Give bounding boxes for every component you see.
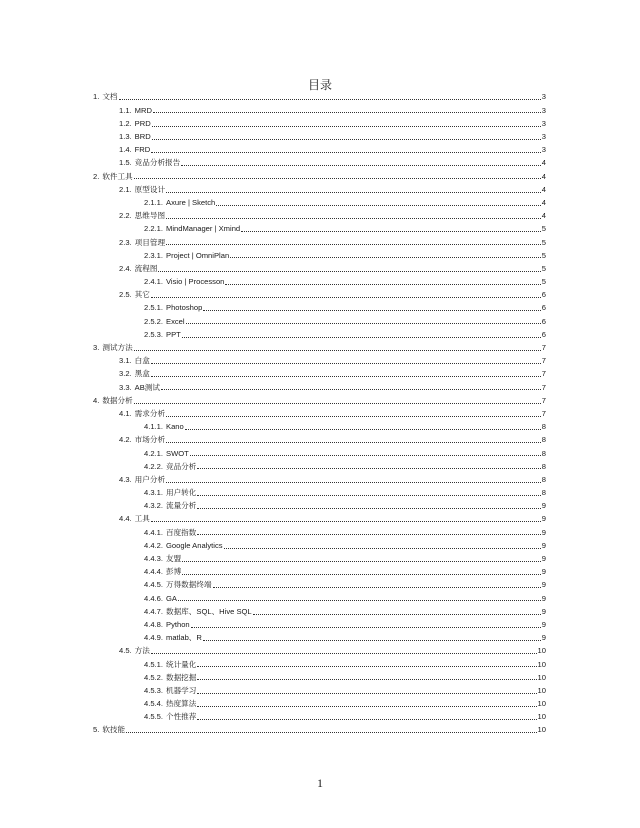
toc-entry-page: 3	[541, 105, 546, 115]
toc-entry-label: 项目管理	[134, 237, 166, 247]
toc-entry-label: 软件工具	[102, 171, 133, 181]
toc-entry-page: 9	[541, 567, 546, 577]
toc-dot-leader	[152, 139, 541, 140]
toc-entry[interactable]	[93, 631, 546, 644]
toc-entry-page: 7	[541, 369, 546, 379]
toc-entry-label: 彭博	[166, 567, 182, 577]
toc-entry-number: 2.	[93, 171, 100, 181]
toc-entry-number: 4.4.6.	[144, 593, 163, 603]
toc-entry[interactable]	[93, 91, 546, 104]
toc-entry-page: 8	[541, 448, 546, 458]
toc-entry-label: 工具	[134, 514, 150, 524]
toc-entry-page: 5	[541, 263, 546, 273]
toc-entry-label: Photoshop	[166, 303, 203, 313]
toc-entry-page: 9	[541, 593, 546, 603]
toc-entry-page: 8	[541, 422, 546, 432]
toc-dot-leader	[152, 126, 541, 127]
toc-entry-page: 10	[537, 646, 546, 656]
page-number: 1	[317, 776, 323, 790]
toc-entry-page: 6	[541, 329, 546, 339]
toc-entry[interactable]	[93, 420, 546, 433]
toc-entry[interactable]	[93, 724, 546, 737]
toc-entry-page: 6	[541, 303, 546, 313]
toc-entry-label: GA	[166, 593, 177, 603]
toc-entry-label: Google Analytics	[166, 540, 223, 550]
toc-entry-number: 2.5.3.	[144, 329, 163, 339]
toc-entry-number: 2.2.1.	[144, 224, 163, 234]
toc-entry[interactable]	[93, 354, 546, 367]
toc-entry-label: Visio | Processon	[166, 277, 225, 287]
toc-entry-page: 10	[537, 685, 546, 695]
toc-dot-leader	[126, 732, 536, 733]
toc-dot-leader	[186, 323, 541, 324]
toc-entry-page: 4	[541, 184, 546, 194]
toc-entry-label: AB测试	[134, 382, 160, 392]
toc-entry-label: 思维导图	[134, 211, 166, 221]
toc-dot-leader	[134, 178, 541, 179]
toc-dot-leader	[178, 600, 541, 601]
toc-entry-number: 2.1.	[119, 184, 132, 194]
toc-entry[interactable]	[93, 407, 546, 420]
toc-entry-page: 8	[541, 474, 546, 484]
toc-entry-number: 4.1.1.	[144, 422, 163, 432]
toc-entry-number: 2.5.	[119, 290, 132, 300]
toc-title: 目录	[307, 78, 332, 92]
toc-dot-leader	[182, 561, 541, 562]
toc-entry[interactable]	[93, 156, 546, 169]
toc-entry-label: 流程图	[134, 263, 158, 273]
toc-dot-leader	[197, 508, 540, 509]
toc-entry-label: 测试方法	[102, 343, 133, 353]
toc-entry[interactable]	[93, 275, 546, 288]
toc-dot-leader	[166, 218, 541, 219]
toc-entry-label: 需求分析	[134, 408, 166, 418]
toc-entry-number: 2.3.	[119, 237, 132, 247]
toc-entry-page: 5	[541, 277, 546, 287]
toc-entry-label: 文档	[102, 92, 118, 102]
toc-entry-number: 4.5.5.	[144, 712, 163, 722]
toc-entry-label: 数据库、SQL、Hive SQL	[166, 606, 252, 616]
toc-dot-leader	[166, 482, 541, 483]
toc-dot-leader	[241, 231, 541, 232]
toc-entry-label: 白盒	[134, 356, 150, 366]
toc-dot-leader	[197, 468, 540, 469]
toc-entry[interactable]	[93, 117, 546, 130]
toc-entry-number: 2.4.	[119, 263, 132, 273]
toc-entry-number: 4.4.3.	[144, 554, 163, 564]
toc-entry[interactable]	[93, 381, 546, 394]
toc-entry[interactable]	[93, 486, 546, 499]
toc-entry-number: 3.	[93, 343, 100, 353]
toc-entry-number: 2.2.	[119, 211, 132, 221]
toc-dot-leader	[134, 403, 541, 404]
toc-dot-leader	[225, 284, 540, 285]
toc-entry[interactable]	[93, 473, 546, 486]
toc-entry-number: 4.	[93, 395, 100, 405]
toc-entry-label: 万得数据终端	[166, 580, 212, 590]
toc-entry-label: PRD	[134, 118, 151, 128]
toc-entry[interactable]	[93, 565, 546, 578]
toc-entry-page: 4	[541, 211, 546, 221]
toc-entry-number: 1.2.	[119, 118, 132, 128]
toc-entry-number: 2.1.1.	[144, 197, 163, 207]
toc-entry-number: 4.3.1.	[144, 488, 163, 498]
toc-entry-page: 4	[541, 158, 546, 168]
toc-entry[interactable]	[93, 697, 546, 710]
toc-entry-page: 7	[541, 356, 546, 366]
toc-entry-label: 方法	[134, 646, 150, 656]
toc-entry[interactable]	[93, 605, 546, 618]
toc-dot-leader	[153, 112, 541, 113]
toc-dot-leader	[197, 719, 536, 720]
toc-entry-page: 9	[541, 619, 546, 629]
toc-dot-leader	[190, 455, 541, 456]
toc-entry-label: 用户分析	[134, 474, 166, 484]
toc-entry-page: 4	[541, 197, 546, 207]
toc-dot-leader	[197, 666, 536, 667]
toc-dot-leader	[230, 257, 541, 258]
toc-dot-leader	[216, 205, 541, 206]
toc-entry-label: 软技能	[102, 725, 126, 735]
toc-entry-number: 4.4.7.	[144, 606, 163, 616]
toc-entry-page: 7	[541, 408, 546, 418]
toc-entry-page: 9	[541, 633, 546, 643]
toc-entry[interactable]	[93, 222, 546, 235]
toc-entry-page: 3	[541, 145, 546, 155]
toc-entry-number: 4.2.1.	[144, 448, 163, 458]
toc-entry-label: 市场分析	[134, 435, 166, 445]
toc-entry-number: 4.5.3.	[144, 685, 163, 695]
toc-entry-number: 5.	[93, 725, 100, 735]
toc-entry[interactable]	[93, 262, 546, 275]
toc-entry-page: 5	[541, 237, 546, 247]
toc-entry-number: 4.4.8.	[144, 619, 163, 629]
toc-dot-leader	[253, 614, 541, 615]
toc-entry-label: Python	[166, 619, 190, 629]
toc-dot-leader	[151, 363, 541, 364]
toc-entry[interactable]	[93, 183, 546, 196]
toc-entry-label: 机器学习	[166, 685, 197, 695]
toc-entry[interactable]	[93, 539, 546, 552]
toc-entry[interactable]	[93, 618, 546, 631]
toc-entry-label: 统计量化	[166, 659, 197, 669]
toc-entry-page: 3	[541, 92, 546, 102]
toc-entry-label: PPT	[166, 329, 181, 339]
toc-entry-number: 4.3.	[119, 474, 132, 484]
toc-entry-page: 9	[541, 606, 546, 616]
toc-entry-number: 4.5.1.	[144, 659, 163, 669]
toc-dot-leader	[191, 627, 541, 628]
toc-entry-label: FRD	[134, 145, 151, 155]
toc-entry[interactable]	[93, 315, 546, 328]
toc-entry-label: Project | OmniPlan	[166, 250, 230, 260]
toc-entry-number: 1.3.	[119, 132, 132, 142]
toc-dot-leader	[213, 587, 541, 588]
toc-entry[interactable]	[93, 552, 546, 565]
toc-dot-leader	[134, 350, 541, 351]
toc-entry-page: 3	[541, 132, 546, 142]
toc-dot-leader	[158, 271, 540, 272]
toc-entry[interactable]	[93, 499, 546, 512]
toc-entry-page: 9	[541, 501, 546, 511]
toc-entry[interactable]	[93, 302, 546, 315]
toc-entry-page: 9	[541, 554, 546, 564]
toc-entry-label: 竞品分析	[166, 461, 197, 471]
toc-entry[interactable]	[93, 671, 546, 684]
toc-dot-leader	[197, 693, 536, 694]
toc-dot-leader	[166, 416, 541, 417]
toc-entry-page: 6	[541, 316, 546, 326]
toc-entry[interactable]	[93, 104, 546, 117]
toc-entry-page: 7	[541, 395, 546, 405]
toc-entry[interactable]	[93, 196, 546, 209]
toc-entry[interactable]	[93, 170, 546, 183]
toc-entry-label: 其它	[134, 290, 150, 300]
toc-entry-page: 10	[537, 725, 546, 735]
toc-entry[interactable]	[93, 236, 546, 249]
toc-entry-label: 数据挖掘	[166, 672, 197, 682]
toc-entry-label: matlab、R	[166, 633, 202, 643]
toc-entry-page: 10	[537, 659, 546, 669]
toc-dot-leader	[197, 706, 536, 707]
toc-entry[interactable]	[93, 143, 546, 156]
toc-entry-number: 4.4.4.	[144, 567, 163, 577]
toc-dot-leader	[203, 640, 541, 641]
toc-dot-leader	[119, 99, 541, 100]
toc-entry-number: 1.4.	[119, 145, 132, 155]
toc-entry-label: 原型设计	[134, 184, 166, 194]
toc-entry[interactable]	[93, 460, 546, 473]
toc-entry[interactable]	[93, 288, 546, 301]
toc-entry-label: 热度算法	[166, 699, 197, 709]
toc-entry[interactable]	[93, 341, 546, 354]
toc-entry-label: 竞品分析报告	[134, 158, 181, 168]
toc-entry-number: 4.4.9.	[144, 633, 163, 643]
toc-entry-number: 1.1.	[119, 105, 132, 115]
toc-entry[interactable]	[93, 513, 546, 526]
toc-entry-number: 4.1.	[119, 408, 132, 418]
toc-dot-leader	[151, 653, 537, 654]
toc-entry[interactable]	[93, 328, 546, 341]
toc-entry-number: 1.	[93, 92, 100, 102]
toc-entry-number: 4.2.2.	[144, 461, 163, 471]
toc-entry-number: 2.5.2.	[144, 316, 163, 326]
toc-entry[interactable]	[93, 684, 546, 697]
toc-entry-number: 4.4.	[119, 514, 132, 524]
toc-entry-number: 4.4.1.	[144, 527, 163, 537]
toc-entry[interactable]	[93, 578, 546, 591]
toc-entry[interactable]	[93, 644, 546, 657]
toc-entry-label: 友盟	[166, 554, 182, 564]
toc-entry-page: 5	[541, 250, 546, 260]
toc-entry-label: Axure | Sketch	[166, 197, 216, 207]
toc-entry-number: 2.3.1.	[144, 250, 163, 260]
toc-entry-number: 4.5.4.	[144, 699, 163, 709]
toc-dot-leader	[182, 574, 541, 575]
toc-dot-leader	[151, 297, 541, 298]
toc-entry-number: 4.2.	[119, 435, 132, 445]
toc-dot-leader	[197, 495, 540, 496]
toc-entry-label: MRD	[134, 105, 152, 115]
toc-entry-number: 2.4.1.	[144, 277, 163, 287]
toc-entry-page: 5	[541, 224, 546, 234]
toc-dot-leader	[181, 165, 541, 166]
toc-entry[interactable]	[93, 592, 546, 605]
toc-entry-number: 4.5.	[119, 646, 132, 656]
toc-dot-leader	[151, 521, 541, 522]
toc-entry-number: 1.5.	[119, 158, 132, 168]
toc-dot-leader	[151, 152, 540, 153]
toc-entry-label: MindManager | Xmind	[166, 224, 241, 234]
toc-dot-leader	[161, 389, 541, 390]
toc-entry-page: 3	[541, 118, 546, 128]
toc-entry[interactable]	[93, 249, 546, 262]
toc-entry-page: 9	[541, 540, 546, 550]
toc-dot-leader	[203, 310, 540, 311]
toc-entry-page: 7	[541, 382, 546, 392]
toc-entry-number: 4.5.2.	[144, 672, 163, 682]
toc-entry-number: 3.3.	[119, 382, 132, 392]
toc-entry-label: 流量分析	[166, 501, 197, 511]
toc-entry-label: Kano	[166, 422, 184, 432]
toc-dot-leader	[151, 376, 541, 377]
toc-entry-page: 10	[537, 699, 546, 709]
toc-entry[interactable]	[93, 658, 546, 671]
toc-dot-leader	[166, 244, 541, 245]
toc-entry-page: 10	[537, 712, 546, 722]
toc-dot-leader	[182, 337, 541, 338]
toc-entry-number: 2.5.1.	[144, 303, 163, 313]
toc-entry-page: 10	[537, 672, 546, 682]
toc-entry-page: 6	[541, 290, 546, 300]
toc-entry-page: 9	[541, 580, 546, 590]
toc-entry-number: 3.2.	[119, 369, 132, 379]
toc-dot-leader	[166, 192, 541, 193]
toc-dot-leader	[166, 442, 541, 443]
toc-entry-label: 个性推荐	[166, 712, 197, 722]
toc-entry-page: 4	[541, 171, 546, 181]
toc-entry-number: 4.4.2.	[144, 540, 163, 550]
toc-dot-leader	[197, 679, 536, 680]
toc-dot-leader	[197, 534, 540, 535]
toc-entry-page: 7	[541, 343, 546, 353]
table-of-contents	[93, 91, 546, 737]
toc-entry-label: 黑盒	[134, 369, 150, 379]
toc-entry-page: 9	[541, 527, 546, 537]
toc-entry-page: 9	[541, 514, 546, 524]
toc-entry-page: 8	[541, 461, 546, 471]
toc-entry[interactable]	[93, 209, 546, 222]
toc-entry-label: Excel	[166, 316, 185, 326]
toc-entry[interactable]	[93, 394, 546, 407]
toc-entry-label: 用户转化	[166, 488, 197, 498]
toc-entry[interactable]	[93, 130, 546, 143]
toc-dot-leader	[224, 548, 541, 549]
toc-entry-label: 数据分析	[102, 395, 133, 405]
toc-entry-label: 百度指数	[166, 527, 197, 537]
toc-entry-number: 3.1.	[119, 356, 132, 366]
toc-dot-leader	[185, 429, 541, 430]
toc-entry-label: SWOT	[166, 448, 189, 458]
toc-entry[interactable]	[93, 526, 546, 539]
toc-entry[interactable]	[93, 433, 546, 446]
toc-entry[interactable]	[93, 447, 546, 460]
toc-entry-page: 8	[541, 488, 546, 498]
toc-entry-number: 4.3.2.	[144, 501, 163, 511]
toc-entry-page: 8	[541, 435, 546, 445]
toc-entry-label: BRD	[134, 132, 151, 142]
toc-entry[interactable]	[93, 710, 546, 723]
toc-entry[interactable]	[93, 367, 546, 380]
toc-entry-number: 4.4.5.	[144, 580, 163, 590]
